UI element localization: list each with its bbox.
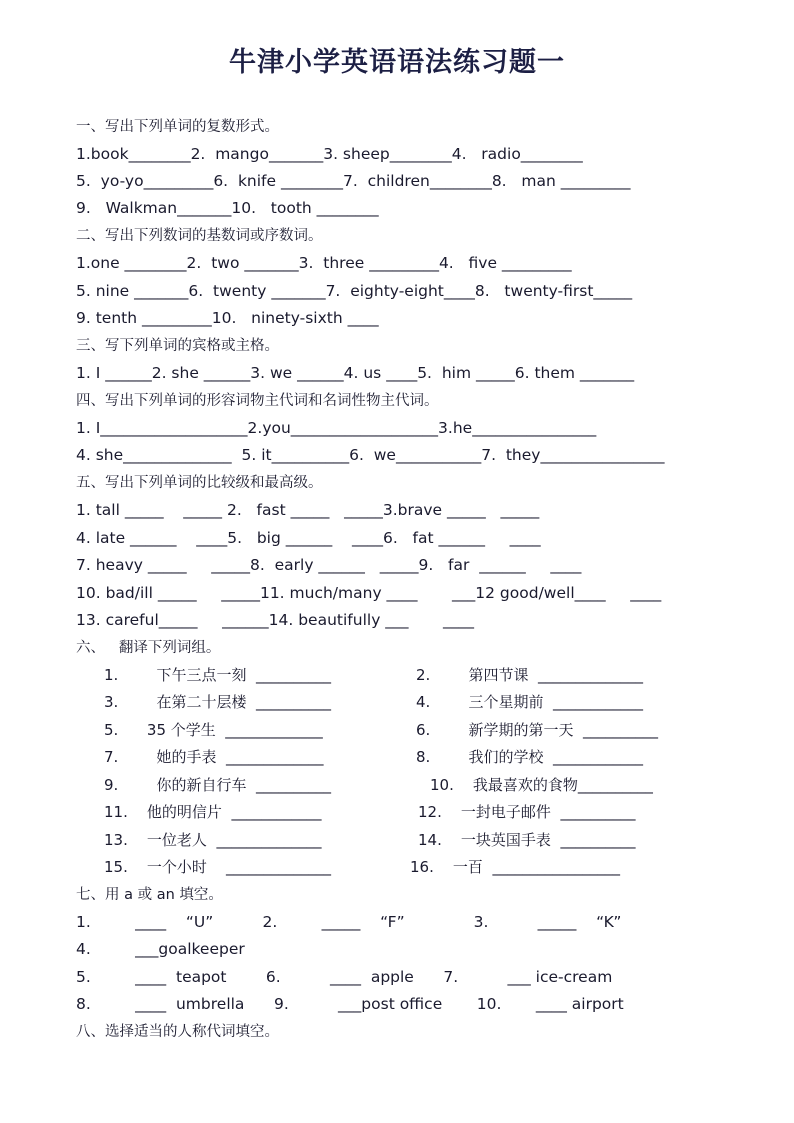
translation-item: 15. 一个小时 ______________	[104, 858, 331, 876]
translation-item: 3. 在第二十层楼 __________	[104, 693, 331, 711]
exercise-line: 5. yo-yo_________6. knife ________7. children________8. man _________	[76, 172, 631, 190]
exercise-line: 10. bad/ill _____ _____11. much/many ____ ___12 good/well____ ____	[76, 584, 662, 602]
exercise-line: 1. I___________________2.you___________________3.he________________	[76, 419, 597, 437]
exercise-line: 4. ___goalkeeper	[76, 940, 245, 958]
translation-item: 2. 第四节课 ______________	[416, 666, 643, 684]
page-title: 牛津小学英语语法练习题一	[229, 47, 565, 78]
exercise-line: 4. she______________ 5. it__________6. we___________7. they________________	[76, 446, 665, 464]
exercise-line: 1. ____ “U” 2. _____ “F” 3. _____ “K”	[76, 913, 622, 931]
section-4-heading: 四、写出下列单词的形容词物主代词和名词性物主代词。	[76, 393, 439, 409]
translation-item: 13. 一位老人 ______________	[104, 831, 322, 849]
translation-item: 5. 35 个学生 _____________	[104, 721, 323, 739]
translation-item: 4. 三个星期前 ____________	[416, 693, 643, 711]
section-5-heading: 五、写出下列单词的比较级和最高级。	[76, 475, 323, 491]
translation-item: 14. 一块英国手表 __________	[418, 831, 636, 849]
translation-item: 6. 新学期的第一天 __________	[416, 721, 658, 739]
section-1-heading: 一、写出下列单词的复数形式。	[76, 119, 279, 135]
exercise-line: 8. ____ umbrella 9. ___post office 10. ____ airport	[76, 995, 624, 1013]
translation-item: 11. 他的明信片 ____________	[104, 803, 322, 821]
section-8-heading: 八、选择适当的人称代词填空。	[76, 1024, 279, 1040]
exercise-line: 1. I ______2. she ______3. we ______4. us ____5. him _____6. them _______	[76, 364, 635, 382]
translation-item: 1. 下午三点一刻 __________	[104, 666, 331, 684]
exercise-line: 7. heavy _____ _____8. early ______ _____9. far ______ ____	[76, 556, 582, 574]
exercise-line: 4. late ______ ____5. big ______ ____6. fat ______ ____	[76, 529, 541, 547]
exercise-line: 1. tall _____ _____ 2. fast _____ _____3.brave _____ _____	[76, 501, 540, 519]
section-2-heading: 二、写出下列数词的基数词或序数词。	[76, 228, 323, 244]
section-3-heading: 三、写下列单词的宾格或主格。	[76, 338, 279, 354]
section-7-heading: 七、用 a 或 an 填空。	[76, 887, 223, 903]
translation-item: 12. 一封电子邮件 __________	[418, 803, 636, 821]
exercise-line: 5. ____ teapot 6. ____ apple 7. ___ ice-cream	[76, 968, 613, 986]
translation-item: 10. 我最喜欢的食物__________	[430, 776, 653, 794]
translation-item: 9. 你的新自行车 __________	[104, 776, 331, 794]
translation-item: 7. 她的手表 _____________	[104, 748, 324, 766]
exercise-line: 1.one ________2. two _______3. three _________4. five _________	[76, 254, 572, 272]
exercise-line: 5. nine _______6. twenty _______7. eighty-eight____8. twenty-first_____	[76, 282, 633, 300]
exercise-line: 9. tenth _________10. ninety-sixth ____	[76, 309, 379, 327]
exercise-line: 9. Walkman_______10. tooth ________	[76, 199, 379, 217]
exercise-line: 1.book________2. mango_______3. sheep________4. radio________	[76, 145, 583, 163]
translation-item: 16. 一百 _________________	[410, 858, 620, 876]
translation-item: 8. 我们的学校 ____________	[416, 748, 643, 766]
section-6-heading: 六、 翻译下列词组。	[76, 640, 221, 656]
exercise-line: 13. careful_____ ______14. beautifully ___ ____	[76, 611, 475, 629]
